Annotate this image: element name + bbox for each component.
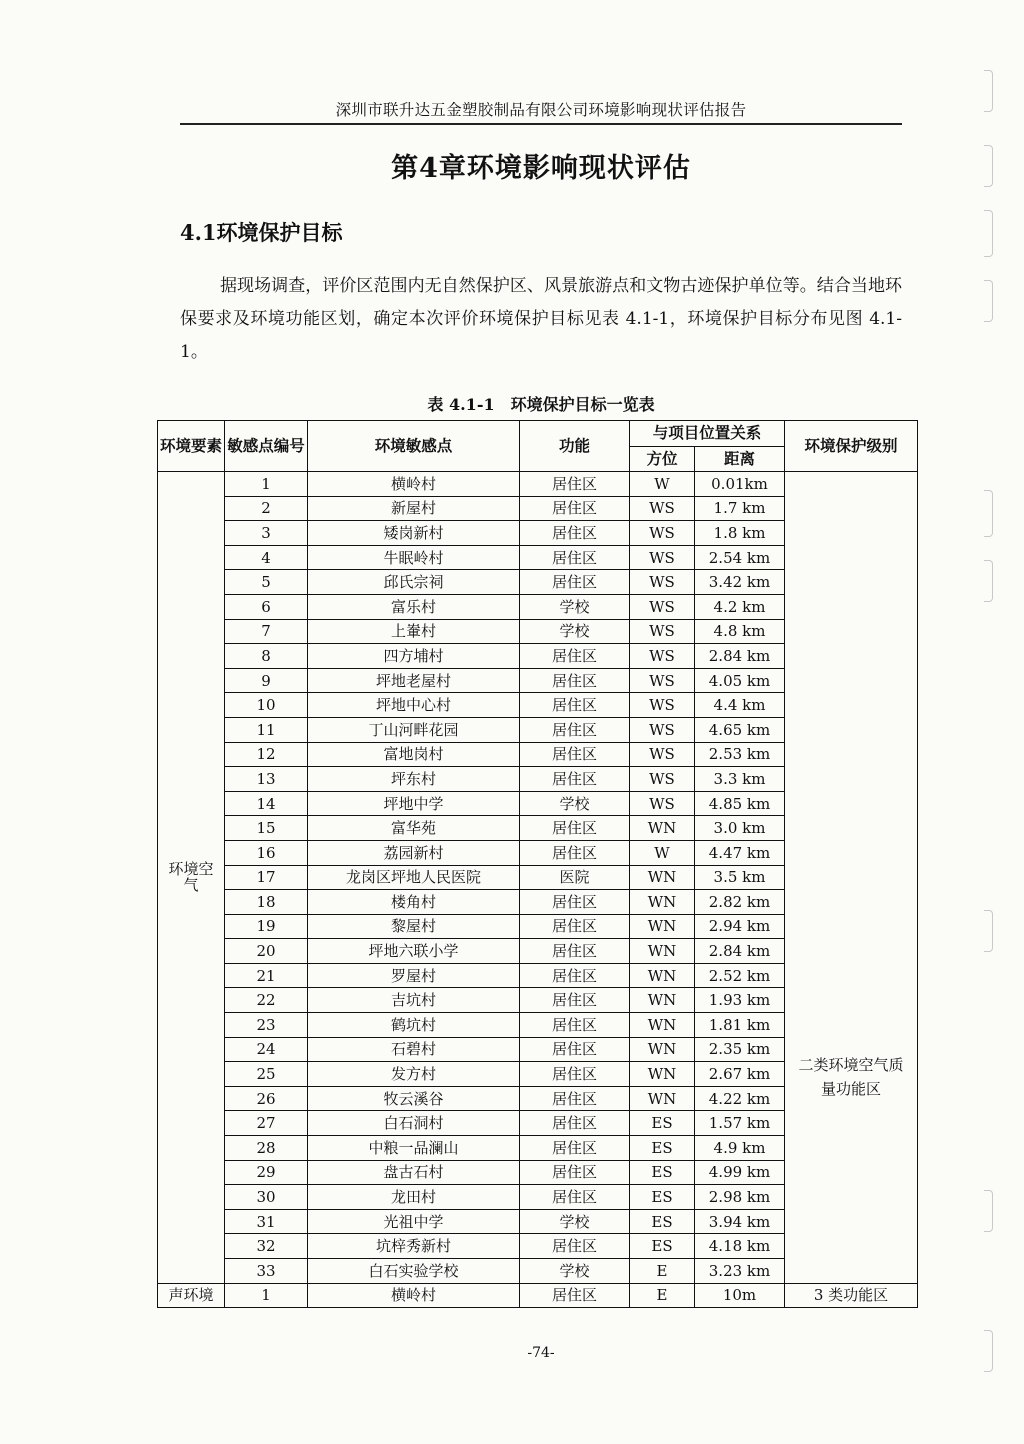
cell-point-name: 鹤坑村	[308, 1013, 520, 1038]
cell-distance: 3.94 km	[695, 1209, 785, 1234]
cell-point-name: 牛眠岭村	[308, 545, 520, 570]
cell-distance: 2.35 km	[695, 1037, 785, 1062]
cell-point-no: 26	[225, 1086, 308, 1111]
cell-point-no: 17	[225, 865, 308, 890]
cell-function: 居住区	[520, 1037, 630, 1062]
cell-function: 居住区	[520, 840, 630, 865]
cell-point-no: 1	[225, 1283, 308, 1308]
element-noise: 声环境	[158, 1283, 225, 1308]
table-body	[158, 472, 918, 1308]
element-air: 环境空气	[158, 472, 225, 1284]
cell-direction: WN	[630, 1013, 695, 1038]
cell-direction: ES	[630, 1136, 695, 1161]
cell-function: 居住区	[520, 717, 630, 742]
cell-function: 居住区	[520, 939, 630, 964]
page-number: -74-	[527, 1345, 555, 1361]
level-noise: 3 类功能区	[785, 1283, 918, 1308]
cell-distance: 4.85 km	[695, 791, 785, 816]
cell-point-name: 坪地老屋村	[308, 668, 520, 693]
cell-distance: 10m	[695, 1283, 785, 1308]
cell-point-name: 坪地中学	[308, 791, 520, 816]
cell-point-name: 丁山河畔花园	[308, 717, 520, 742]
cell-direction: WS	[630, 644, 695, 669]
cell-function: 居住区	[520, 570, 630, 595]
header-point: 环境敏感点	[308, 421, 520, 472]
cell-distance: 2.94 km	[695, 914, 785, 939]
cell-point-no: 29	[225, 1160, 308, 1185]
cell-distance: 3.3 km	[695, 767, 785, 792]
cell-function: 居住区	[520, 1086, 630, 1111]
cell-point-name: 白石洞村	[308, 1111, 520, 1136]
cell-direction: E	[630, 1283, 695, 1308]
cell-function: 医院	[520, 865, 630, 890]
cell-direction: WS	[630, 521, 695, 546]
binding-mark	[984, 145, 993, 187]
cell-distance: 3.5 km	[695, 865, 785, 890]
cell-direction: W	[630, 472, 695, 497]
cell-point-name: 牧云溪谷	[308, 1086, 520, 1111]
cell-point-name: 龙岗区坪地人民医院	[308, 865, 520, 890]
cell-point-no: 24	[225, 1037, 308, 1062]
cell-point-no: 30	[225, 1185, 308, 1210]
cell-distance: 4.4 km	[695, 693, 785, 718]
cell-point-name: 荔园新村	[308, 840, 520, 865]
cell-distance: 4.8 km	[695, 619, 785, 644]
cell-distance: 3.42 km	[695, 570, 785, 595]
cell-function: 居住区	[520, 1160, 630, 1185]
cell-point-no: 5	[225, 570, 308, 595]
cell-direction: WN	[630, 963, 695, 988]
cell-direction: WN	[630, 914, 695, 939]
cell-function: 学校	[520, 619, 630, 644]
cell-function: 居住区	[520, 1283, 630, 1308]
cell-point-no: 11	[225, 717, 308, 742]
cell-distance: 2.54 km	[695, 545, 785, 570]
cell-function: 居住区	[520, 988, 630, 1013]
cell-point-name: 横岭村	[308, 472, 520, 497]
cell-point-name: 发方村	[308, 1062, 520, 1087]
cell-direction: WS	[630, 717, 695, 742]
cell-distance: 2.52 km	[695, 963, 785, 988]
cell-distance: 1.7 km	[695, 496, 785, 521]
cell-point-name: 黎屋村	[308, 914, 520, 939]
cell-distance: 2.84 km	[695, 644, 785, 669]
cell-point-name: 石碧村	[308, 1037, 520, 1062]
chapter-title: 第4章环境影响现状评估	[391, 153, 691, 184]
cell-direction: WN	[630, 816, 695, 841]
cell-direction: WS	[630, 693, 695, 718]
cell-direction: E	[630, 1259, 695, 1284]
cell-point-no: 16	[225, 840, 308, 865]
cell-direction: ES	[630, 1185, 695, 1210]
cell-direction: WS	[630, 668, 695, 693]
cell-point-no: 31	[225, 1209, 308, 1234]
cell-point-no: 25	[225, 1062, 308, 1087]
cell-point-name: 富乐村	[308, 594, 520, 619]
cell-distance: 2.67 km	[695, 1062, 785, 1087]
cell-point-no: 3	[225, 521, 308, 546]
cell-function: 居住区	[520, 1013, 630, 1038]
cell-point-name: 四方埔村	[308, 644, 520, 669]
cell-point-name: 吉坑村	[308, 988, 520, 1013]
cell-point-no: 13	[225, 767, 308, 792]
table-row	[158, 472, 918, 497]
cell-point-name: 坪地中心村	[308, 693, 520, 718]
cell-function: 居住区	[520, 1111, 630, 1136]
cell-distance: 2.53 km	[695, 742, 785, 767]
cell-point-name: 横岭村	[308, 1283, 520, 1308]
cell-distance: 4.47 km	[695, 840, 785, 865]
cell-direction: WN	[630, 1086, 695, 1111]
cell-direction: WN	[630, 1062, 695, 1087]
cell-point-no: 15	[225, 816, 308, 841]
cell-point-name: 中粮一品澜山	[308, 1136, 520, 1161]
cell-point-no: 14	[225, 791, 308, 816]
cell-direction: WS	[630, 767, 695, 792]
cell-direction: WN	[630, 865, 695, 890]
cell-function: 居住区	[520, 1136, 630, 1161]
cell-distance: 0.01km	[695, 472, 785, 497]
cell-point-no: 8	[225, 644, 308, 669]
table-caption: 表 4.1-1 环境保护目标一览表	[427, 395, 655, 414]
cell-function: 学校	[520, 1209, 630, 1234]
cell-point-no: 28	[225, 1136, 308, 1161]
header-level: 环境保护级别	[785, 421, 918, 472]
cell-point-name: 龙田村	[308, 1185, 520, 1210]
cell-distance: 1.57 km	[695, 1111, 785, 1136]
cell-point-no: 19	[225, 914, 308, 939]
cell-point-name: 上輋村	[308, 619, 520, 644]
header-element: 环境要素	[158, 421, 225, 472]
cell-direction: WN	[630, 1037, 695, 1062]
cell-direction: ES	[630, 1234, 695, 1259]
cell-direction: WN	[630, 890, 695, 915]
cell-function: 居住区	[520, 545, 630, 570]
table-row	[158, 1283, 918, 1308]
cell-direction: W	[630, 840, 695, 865]
cell-distance: 1.81 km	[695, 1013, 785, 1038]
cell-function: 居住区	[520, 521, 630, 546]
cell-distance: 3.23 km	[695, 1259, 785, 1284]
cell-direction: WS	[630, 594, 695, 619]
cell-distance: 1.8 km	[695, 521, 785, 546]
cell-function: 学校	[520, 1259, 630, 1284]
cell-point-no: 12	[225, 742, 308, 767]
cell-distance: 3.0 km	[695, 816, 785, 841]
cell-point-no: 22	[225, 988, 308, 1013]
header-distance: 距离	[695, 446, 785, 472]
binding-mark	[984, 1330, 993, 1372]
protection-targets-table	[157, 420, 918, 1308]
cell-point-no: 33	[225, 1259, 308, 1284]
cell-direction: WN	[630, 988, 695, 1013]
cell-direction: WS	[630, 496, 695, 521]
cell-distance: 4.18 km	[695, 1234, 785, 1259]
cell-distance: 4.22 km	[695, 1086, 785, 1111]
cell-distance: 2.98 km	[695, 1185, 785, 1210]
cell-point-name: 矮岗新村	[308, 521, 520, 546]
cell-distance: 2.84 km	[695, 939, 785, 964]
cell-distance: 4.65 km	[695, 717, 785, 742]
cell-direction: WS	[630, 570, 695, 595]
cell-direction: ES	[630, 1160, 695, 1185]
cell-point-no: 1	[225, 472, 308, 497]
cell-point-no: 21	[225, 963, 308, 988]
cell-point-no: 4	[225, 545, 308, 570]
cell-function: 学校	[520, 791, 630, 816]
cell-point-name: 坪地六联小学	[308, 939, 520, 964]
binding-mark	[984, 280, 993, 322]
body-paragraph: 据现场调查，评价区范围内无自然保护区、风景旅游点和文物古迹保护单位等。结合当地环保要求及环境功能区划，确定本次评价环境保护目标见表 4.1-1，环境保护目标分布见图 4.1-1。	[180, 276, 902, 362]
binding-mark	[984, 70, 993, 112]
cell-direction: WS	[630, 742, 695, 767]
cell-distance: 4.2 km	[695, 594, 785, 619]
header-direction: 方位	[630, 446, 695, 472]
cell-distance: 4.99 km	[695, 1160, 785, 1185]
header-relation: 与项目位置关系	[630, 421, 785, 447]
cell-distance: 4.9 km	[695, 1136, 785, 1161]
header-point-no: 敏感点编号	[225, 421, 308, 472]
cell-point-no: 9	[225, 668, 308, 693]
binding-mark	[984, 210, 993, 257]
cell-function: 居住区	[520, 914, 630, 939]
cell-point-name: 邱氏宗祠	[308, 570, 520, 595]
cell-direction: ES	[630, 1111, 695, 1136]
cell-direction: WS	[630, 791, 695, 816]
binding-mark	[984, 490, 993, 537]
cell-point-no: 32	[225, 1234, 308, 1259]
cell-distance: 2.82 km	[695, 890, 785, 915]
cell-function: 居住区	[520, 472, 630, 497]
cell-function: 居住区	[520, 668, 630, 693]
cell-point-name: 罗屋村	[308, 963, 520, 988]
cell-direction: WN	[630, 939, 695, 964]
cell-function: 居住区	[520, 693, 630, 718]
cell-function: 居住区	[520, 1062, 630, 1087]
cell-point-name: 富华苑	[308, 816, 520, 841]
cell-distance: 1.93 km	[695, 988, 785, 1013]
cell-point-name: 坑梓秀新村	[308, 1234, 520, 1259]
page-header: 深圳市联升达五金塑胶制品有限公司环境影响现状评估报告	[335, 101, 747, 119]
cell-point-name: 光祖中学	[308, 1209, 520, 1234]
cell-point-name: 富地岗村	[308, 742, 520, 767]
cell-function: 居住区	[520, 644, 630, 669]
binding-mark	[984, 560, 993, 602]
cell-function: 居住区	[520, 1185, 630, 1210]
binding-mark	[984, 1190, 993, 1232]
cell-distance: 4.05 km	[695, 668, 785, 693]
cell-function: 居住区	[520, 742, 630, 767]
cell-point-no: 27	[225, 1111, 308, 1136]
cell-point-no: 23	[225, 1013, 308, 1038]
cell-point-name: 白石实验学校	[308, 1259, 520, 1284]
cell-function: 居住区	[520, 767, 630, 792]
cell-point-no: 2	[225, 496, 308, 521]
level-air: 二类环境空气质量功能区	[785, 472, 918, 1284]
cell-direction: ES	[630, 1209, 695, 1234]
header-function: 功能	[520, 421, 630, 472]
cell-function: 居住区	[520, 496, 630, 521]
cell-point-no: 18	[225, 890, 308, 915]
cell-direction: WS	[630, 619, 695, 644]
cell-function: 居住区	[520, 816, 630, 841]
cell-function: 居住区	[520, 890, 630, 915]
cell-point-no: 7	[225, 619, 308, 644]
cell-point-name: 坪东村	[308, 767, 520, 792]
binding-mark	[984, 910, 993, 952]
section-title: 4.1环境保护目标	[180, 220, 343, 245]
cell-function: 学校	[520, 594, 630, 619]
cell-function: 居住区	[520, 1234, 630, 1259]
cell-point-no: 10	[225, 693, 308, 718]
cell-direction: WS	[630, 545, 695, 570]
cell-point-name: 新屋村	[308, 496, 520, 521]
cell-point-no: 6	[225, 594, 308, 619]
cell-point-name: 楼角村	[308, 890, 520, 915]
cell-point-name: 盘古石村	[308, 1160, 520, 1185]
header-rule	[180, 123, 902, 125]
cell-function: 居住区	[520, 963, 630, 988]
cell-point-no: 20	[225, 939, 308, 964]
